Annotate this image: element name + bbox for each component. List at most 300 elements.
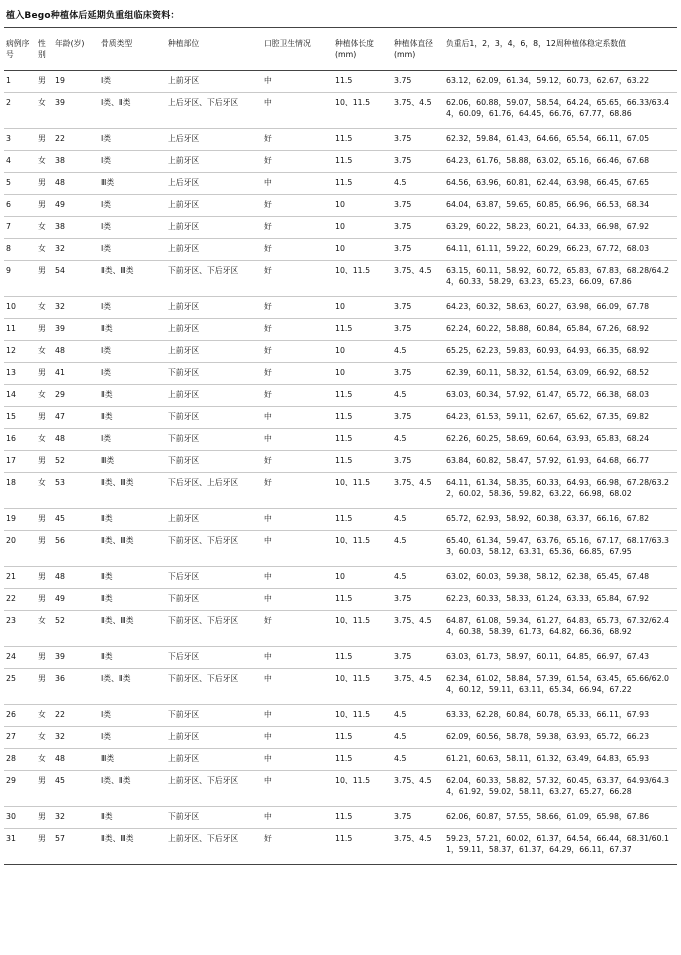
cell-age: 32 xyxy=(53,727,99,749)
cell-stability-values: 62.23，60.33，58.33，61.24，63.33，65.84，67.92 xyxy=(444,589,677,611)
cell-stability-values: 64.23，61.53，59.11，62.67，65.62，67.35，69.82 xyxy=(444,407,677,429)
cell-sex: 女 xyxy=(36,217,53,239)
cell-stability-values: 63.02，60.03，59.38，58.12，62.38，65.45，67.48 xyxy=(444,567,677,589)
cell-age: 48 xyxy=(53,173,99,195)
cell-implant-diameter: 3.75、4.5 xyxy=(392,669,444,705)
table-row xyxy=(4,297,677,319)
cell-sex: 男 xyxy=(36,173,53,195)
header-implant-length: 种植体长度(mm) xyxy=(333,28,392,71)
cell-implant-site: 上前牙区 xyxy=(166,71,262,93)
cell-implant-site: 下后牙区、上后牙区 xyxy=(166,473,262,509)
table-row xyxy=(4,93,677,129)
cell-age: 32 xyxy=(53,807,99,829)
cell-bone-type: Ⅲ类 xyxy=(99,173,166,195)
table-title: 植入Bego种植体后延期负重组临床资料： xyxy=(6,11,180,21)
cell-oral-hygiene: 中 xyxy=(262,71,333,93)
cell-implant-length: 11.5 xyxy=(333,451,392,473)
cell-oral-hygiene: 中 xyxy=(262,93,333,129)
table-header xyxy=(4,28,677,71)
cell-implant-diameter: 3.75 xyxy=(392,129,444,151)
table-row xyxy=(4,151,677,173)
cell-implant-length: 10、11.5 xyxy=(333,531,392,567)
cell-implant-length: 10、11.5 xyxy=(333,705,392,727)
cell-bone-type: Ⅰ类、Ⅱ类 xyxy=(99,93,166,129)
cell-implant-site: 下前牙区 xyxy=(166,451,262,473)
cell-oral-hygiene: 中 xyxy=(262,567,333,589)
cell-bone-type: Ⅱ类 xyxy=(99,319,166,341)
cell-case-no: 13 xyxy=(4,363,36,385)
cell-bone-type: Ⅰ类 xyxy=(99,429,166,451)
cell-case-no: 10 xyxy=(4,297,36,319)
cell-implant-site: 下前牙区 xyxy=(166,807,262,829)
cell-implant-site: 上前牙区、下后牙区 xyxy=(166,771,262,807)
cell-case-no: 28 xyxy=(4,749,36,771)
cell-case-no: 23 xyxy=(4,611,36,647)
cell-sex: 男 xyxy=(36,261,53,297)
cell-bone-type: Ⅰ类 xyxy=(99,129,166,151)
cell-oral-hygiene: 好 xyxy=(262,297,333,319)
table-row xyxy=(4,239,677,261)
cell-case-no: 22 xyxy=(4,589,36,611)
cell-case-no: 3 xyxy=(4,129,36,151)
header-case-no: 病例序号 xyxy=(4,28,36,71)
cell-stability-values: 61.21，60.63，58.11，61.32，63.49，64.83，65.93 xyxy=(444,749,677,771)
cell-stability-values: 62.06，60.87，57.55，58.66，61.09，65.98，67.86 xyxy=(444,807,677,829)
cell-implant-diameter: 3.75 xyxy=(392,407,444,429)
cell-implant-length: 11.5 xyxy=(333,129,392,151)
cell-stability-values: 64.11，61.34，58.35，60.33，64.93，66.98，67.28/63.22，60.02，58.36，59.82，63.22，66.98，68.02 xyxy=(444,473,677,509)
cell-implant-length: 11.5 xyxy=(333,407,392,429)
table-row xyxy=(4,341,677,363)
cell-case-no: 14 xyxy=(4,385,36,407)
cell-implant-diameter: 3.75 xyxy=(392,589,444,611)
table-row xyxy=(4,771,677,807)
cell-implant-site: 上前牙区、下后牙区 xyxy=(166,829,262,865)
cell-oral-hygiene: 中 xyxy=(262,531,333,567)
cell-case-no: 7 xyxy=(4,217,36,239)
cell-implant-length: 11.5 xyxy=(333,727,392,749)
cell-bone-type: Ⅰ类 xyxy=(99,195,166,217)
cell-oral-hygiene: 中 xyxy=(262,429,333,451)
header-age: 年龄(岁) xyxy=(53,28,99,71)
cell-bone-type: Ⅰ类 xyxy=(99,217,166,239)
cell-stability-values: 63.33，62.28，60.84，60.78，65.33，66.11，67.93 xyxy=(444,705,677,727)
cell-sex: 男 xyxy=(36,195,53,217)
cell-stability-values: 62.34，61.02，58.84，57.39，61.54，63.45，65.66/62.04，60.12，59.11，63.11，65.34，66.94，67.22 xyxy=(444,669,677,705)
table-body xyxy=(4,71,677,865)
cell-sex: 女 xyxy=(36,749,53,771)
cell-implant-diameter: 3.75 xyxy=(392,363,444,385)
cell-implant-site: 下前牙区 xyxy=(166,705,262,727)
cell-age: 29 xyxy=(53,385,99,407)
cell-stability-values: 62.26，60.25，58.69，60.64，63.93，65.83，68.24 xyxy=(444,429,677,451)
cell-oral-hygiene: 好 xyxy=(262,195,333,217)
cell-case-no: 18 xyxy=(4,473,36,509)
cell-implant-length: 11.5 xyxy=(333,319,392,341)
cell-sex: 男 xyxy=(36,647,53,669)
header-oral-hygiene: 口腔卫生情况 xyxy=(262,28,333,71)
cell-sex: 男 xyxy=(36,669,53,705)
cell-implant-length: 11.5 xyxy=(333,71,392,93)
cell-age: 32 xyxy=(53,297,99,319)
table-row xyxy=(4,129,677,151)
header-implant-site: 种植部位 xyxy=(166,28,262,71)
cell-stability-values: 64.23，61.76，58.88，63.02，65.16，66.46，67.68 xyxy=(444,151,677,173)
cell-stability-values: 62.39，60.11，58.32，61.54，63.09，66.92，68.52 xyxy=(444,363,677,385)
cell-age: 32 xyxy=(53,239,99,261)
table-row xyxy=(4,473,677,509)
cell-sex: 男 xyxy=(36,363,53,385)
cell-implant-diameter: 3.75 xyxy=(392,151,444,173)
cell-stability-values: 63.12，62.09，61.34，59.12，60.73，62.67，63.22 xyxy=(444,71,677,93)
cell-sex: 女 xyxy=(36,341,53,363)
cell-bone-type: Ⅱ类、Ⅲ类 xyxy=(99,611,166,647)
cell-age: 48 xyxy=(53,429,99,451)
cell-oral-hygiene: 好 xyxy=(262,385,333,407)
cell-sex: 女 xyxy=(36,385,53,407)
cell-case-no: 19 xyxy=(4,509,36,531)
cell-implant-diameter: 3.75 xyxy=(392,319,444,341)
cell-case-no: 11 xyxy=(4,319,36,341)
table-row xyxy=(4,319,677,341)
cell-age: 22 xyxy=(53,705,99,727)
cell-implant-length: 10 xyxy=(333,363,392,385)
cell-age: 53 xyxy=(53,473,99,509)
cell-implant-site: 下后牙区 xyxy=(166,567,262,589)
cell-bone-type: Ⅰ类 xyxy=(99,71,166,93)
cell-implant-length: 10、11.5 xyxy=(333,669,392,705)
cell-oral-hygiene: 好 xyxy=(262,129,333,151)
cell-sex: 女 xyxy=(36,611,53,647)
table-row xyxy=(4,647,677,669)
cell-bone-type: Ⅱ类、Ⅲ类 xyxy=(99,829,166,865)
cell-age: 22 xyxy=(53,129,99,151)
cell-case-no: 21 xyxy=(4,567,36,589)
cell-bone-type: Ⅱ类、Ⅲ类 xyxy=(99,473,166,509)
cell-oral-hygiene: 中 xyxy=(262,647,333,669)
cell-implant-length: 10 xyxy=(333,195,392,217)
table-row xyxy=(4,71,677,93)
cell-implant-length: 11.5 xyxy=(333,429,392,451)
cell-implant-length: 10 xyxy=(333,239,392,261)
cell-case-no: 25 xyxy=(4,669,36,705)
cell-age: 52 xyxy=(53,451,99,473)
cell-bone-type: Ⅱ类 xyxy=(99,807,166,829)
cell-sex: 女 xyxy=(36,239,53,261)
cell-age: 38 xyxy=(53,217,99,239)
cell-case-no: 6 xyxy=(4,195,36,217)
cell-oral-hygiene: 好 xyxy=(262,319,333,341)
cell-implant-site: 上前牙区 xyxy=(166,151,262,173)
cell-bone-type: Ⅱ类 xyxy=(99,385,166,407)
cell-age: 19 xyxy=(53,71,99,93)
cell-age: 56 xyxy=(53,531,99,567)
cell-sex: 男 xyxy=(36,771,53,807)
cell-oral-hygiene: 中 xyxy=(262,589,333,611)
cell-age: 39 xyxy=(53,93,99,129)
cell-implant-site: 上后牙区、下后牙区 xyxy=(166,93,262,129)
table-row xyxy=(4,261,677,297)
cell-implant-diameter: 3.75、4.5 xyxy=(392,829,444,865)
cell-oral-hygiene: 好 xyxy=(262,451,333,473)
cell-stability-values: 62.06，60.88，59.07，58.54，64.24，65.65，66.33/63.44，60.09，61.76，64.45，66.76，67.77，68.86 xyxy=(444,93,677,129)
cell-bone-type: Ⅰ类 xyxy=(99,151,166,173)
cell-implant-site: 上前牙区 xyxy=(166,509,262,531)
cell-implant-site: 下前牙区 xyxy=(166,429,262,451)
cell-stability-values: 62.24，60.22，58.88，60.84，65.84，67.26，68.92 xyxy=(444,319,677,341)
cell-oral-hygiene: 中 xyxy=(262,509,333,531)
cell-implant-diameter: 4.5 xyxy=(392,509,444,531)
table-row xyxy=(4,217,677,239)
cell-age: 36 xyxy=(53,669,99,705)
cell-sex: 女 xyxy=(36,151,53,173)
cell-age: 45 xyxy=(53,771,99,807)
cell-implant-diameter: 3.75 xyxy=(392,239,444,261)
cell-bone-type: Ⅰ类 xyxy=(99,727,166,749)
cell-case-no: 2 xyxy=(4,93,36,129)
cell-implant-site: 上前牙区 xyxy=(166,749,262,771)
table-row xyxy=(4,195,677,217)
cell-implant-site: 下前牙区、下后牙区 xyxy=(166,669,262,705)
cell-case-no: 1 xyxy=(4,71,36,93)
cell-bone-type: Ⅱ类 xyxy=(99,407,166,429)
cell-sex: 女 xyxy=(36,429,53,451)
cell-implant-diameter: 3.75、4.5 xyxy=(392,771,444,807)
table-row xyxy=(4,173,677,195)
cell-oral-hygiene: 好 xyxy=(262,473,333,509)
cell-case-no: 4 xyxy=(4,151,36,173)
cell-stability-values: 64.56，63.96，60.81，62.44，63.98，66.45，67.65 xyxy=(444,173,677,195)
cell-oral-hygiene: 好 xyxy=(262,261,333,297)
cell-oral-hygiene: 中 xyxy=(262,669,333,705)
cell-bone-type: Ⅱ类 xyxy=(99,509,166,531)
cell-implant-length: 11.5 xyxy=(333,173,392,195)
cell-implant-length: 11.5 xyxy=(333,807,392,829)
cell-age: 48 xyxy=(53,567,99,589)
cell-stability-values: 63.29，60.22，58.23，60.21，64.33，66.98，67.92 xyxy=(444,217,677,239)
cell-implant-diameter: 3.75、4.5 xyxy=(392,93,444,129)
cell-implant-length: 11.5 xyxy=(333,509,392,531)
cell-implant-diameter: 4.5 xyxy=(392,705,444,727)
cell-implant-length: 10、11.5 xyxy=(333,93,392,129)
cell-implant-site: 下前牙区 xyxy=(166,363,262,385)
table-row xyxy=(4,611,677,647)
cell-stability-values: 59.23，57.21，60.02，61.37，64.54，66.44，68.31/60.11，59.11，58.37，61.37，64.29，66.11，67.37 xyxy=(444,829,677,865)
cell-age: 49 xyxy=(53,589,99,611)
cell-stability-values: 63.03，61.73，58.97，60.11，64.85，66.97，67.43 xyxy=(444,647,677,669)
table-row xyxy=(4,669,677,705)
table-row xyxy=(4,407,677,429)
cell-implant-length: 10 xyxy=(333,217,392,239)
cell-case-no: 24 xyxy=(4,647,36,669)
cell-age: 45 xyxy=(53,509,99,531)
table-row xyxy=(4,705,677,727)
cell-bone-type: Ⅰ类、Ⅱ类 xyxy=(99,669,166,705)
cell-oral-hygiene: 好 xyxy=(262,363,333,385)
cell-age: 38 xyxy=(53,151,99,173)
cell-sex: 男 xyxy=(36,129,53,151)
cell-age: 57 xyxy=(53,829,99,865)
cell-sex: 男 xyxy=(36,567,53,589)
cell-bone-type: Ⅱ类 xyxy=(99,589,166,611)
cell-case-no: 29 xyxy=(4,771,36,807)
cell-age: 54 xyxy=(53,261,99,297)
cell-case-no: 26 xyxy=(4,705,36,727)
cell-implant-site: 下后牙区 xyxy=(166,647,262,669)
cell-implant-site: 上后牙区 xyxy=(166,173,262,195)
cell-case-no: 16 xyxy=(4,429,36,451)
cell-bone-type: Ⅱ类、Ⅲ类 xyxy=(99,531,166,567)
cell-stability-values: 62.09，60.56，58.78，59.38，63.93，65.72，66.23 xyxy=(444,727,677,749)
cell-implant-diameter: 4.5 xyxy=(392,727,444,749)
cell-sex: 女 xyxy=(36,297,53,319)
cell-implant-diameter: 3.75、4.5 xyxy=(392,611,444,647)
cell-implant-site: 下前牙区、下后牙区 xyxy=(166,531,262,567)
cell-bone-type: Ⅰ类、Ⅱ类 xyxy=(99,771,166,807)
cell-implant-diameter: 3.75 xyxy=(392,647,444,669)
cell-stability-values: 63.84，60.82，58.47，57.92，61.93，64.68，66.77 xyxy=(444,451,677,473)
cell-implant-site: 上前牙区 xyxy=(166,341,262,363)
cell-sex: 男 xyxy=(36,531,53,567)
cell-implant-diameter: 3.75 xyxy=(392,71,444,93)
header-sex: 性别 xyxy=(36,28,53,71)
cell-implant-site: 下前牙区 xyxy=(166,407,262,429)
cell-oral-hygiene: 中 xyxy=(262,705,333,727)
cell-oral-hygiene: 好 xyxy=(262,239,333,261)
cell-case-no: 27 xyxy=(4,727,36,749)
cell-oral-hygiene: 中 xyxy=(262,173,333,195)
cell-sex: 男 xyxy=(36,829,53,865)
cell-implant-length: 10、11.5 xyxy=(333,611,392,647)
cell-sex: 男 xyxy=(36,407,53,429)
cell-age: 52 xyxy=(53,611,99,647)
cell-case-no: 31 xyxy=(4,829,36,865)
cell-implant-length: 10、11.5 xyxy=(333,473,392,509)
table-row xyxy=(4,567,677,589)
cell-bone-type: Ⅰ类 xyxy=(99,705,166,727)
cell-stability-values: 63.03，60.34，57.92，61.47，65.72，66.38，68.03 xyxy=(444,385,677,407)
cell-implant-length: 10、11.5 xyxy=(333,261,392,297)
cell-implant-site: 上前牙区 xyxy=(166,385,262,407)
cell-oral-hygiene: 好 xyxy=(262,217,333,239)
cell-oral-hygiene: 好 xyxy=(262,829,333,865)
table-row xyxy=(4,385,677,407)
cell-implant-site: 下前牙区、下后牙区 xyxy=(166,611,262,647)
cell-implant-site: 上前牙区 xyxy=(166,239,262,261)
cell-sex: 男 xyxy=(36,451,53,473)
cell-case-no: 17 xyxy=(4,451,36,473)
cell-sex: 男 xyxy=(36,71,53,93)
cell-bone-type: Ⅰ类 xyxy=(99,297,166,319)
cell-stability-values: 62.32，59.84，61.43，64.66，65.54，66.11，67.05 xyxy=(444,129,677,151)
cell-sex: 男 xyxy=(36,589,53,611)
cell-stability-values: 62.04，60.33，58.82，57.32，60.45，63.37，64.93/64.34，61.92，59.02，58.11，63.27，65.27，66.28 xyxy=(444,771,677,807)
cell-bone-type: Ⅰ类 xyxy=(99,341,166,363)
cell-bone-type: Ⅲ类 xyxy=(99,451,166,473)
table-row xyxy=(4,589,677,611)
table-row xyxy=(4,429,677,451)
cell-sex: 女 xyxy=(36,727,53,749)
table-row xyxy=(4,727,677,749)
cell-sex: 男 xyxy=(36,509,53,531)
cell-bone-type: Ⅱ类 xyxy=(99,567,166,589)
cell-case-no: 9 xyxy=(4,261,36,297)
cell-implant-diameter: 4.5 xyxy=(392,749,444,771)
table-row xyxy=(4,509,677,531)
cell-implant-diameter: 4.5 xyxy=(392,385,444,407)
cell-stability-values: 64.23，60.32，58.63，60.27，63.98，66.09，67.78 xyxy=(444,297,677,319)
cell-implant-length: 11.5 xyxy=(333,749,392,771)
header-bone-type: 骨质类型 xyxy=(99,28,166,71)
cell-stability-values: 64.11，61.11，59.22，60.29，66.23，67.72，68.03 xyxy=(444,239,677,261)
cell-implant-site: 上前牙区 xyxy=(166,195,262,217)
cell-age: 48 xyxy=(53,341,99,363)
cell-implant-diameter: 3.75 xyxy=(392,217,444,239)
cell-stability-values: 63.15，60.11，58.92，60.72，65.83，67.83，68.28/64.24，60.33，58.29，63.23，65.23，66.09，67.86 xyxy=(444,261,677,297)
cell-implant-site: 上前牙区 xyxy=(166,297,262,319)
cell-implant-diameter: 4.5 xyxy=(392,567,444,589)
cell-case-no: 12 xyxy=(4,341,36,363)
table-row xyxy=(4,749,677,771)
cell-implant-length: 11.5 xyxy=(333,647,392,669)
cell-implant-site: 上后牙区 xyxy=(166,129,262,151)
cell-implant-diameter: 3.75 xyxy=(392,451,444,473)
cell-stability-values: 64.04，63.87，59.65，60.85，66.96，66.53，68.34 xyxy=(444,195,677,217)
cell-implant-site: 上前牙区 xyxy=(166,319,262,341)
cell-implant-site: 下前牙区 xyxy=(166,589,262,611)
cell-age: 47 xyxy=(53,407,99,429)
cell-implant-diameter: 3.75 xyxy=(392,807,444,829)
clinical-data-table xyxy=(4,27,677,865)
cell-oral-hygiene: 中 xyxy=(262,727,333,749)
cell-oral-hygiene: 中 xyxy=(262,807,333,829)
table-row xyxy=(4,531,677,567)
cell-implant-length: 10 xyxy=(333,341,392,363)
cell-bone-type: Ⅱ类、Ⅲ类 xyxy=(99,261,166,297)
cell-bone-type: Ⅲ类 xyxy=(99,749,166,771)
cell-implant-diameter: 3.75 xyxy=(392,297,444,319)
cell-oral-hygiene: 中 xyxy=(262,749,333,771)
cell-bone-type: Ⅰ类 xyxy=(99,239,166,261)
header-stability-values: 负重后1，2，3，4，6，8，12周种植体稳定系数值 xyxy=(444,28,677,71)
cell-oral-hygiene: 好 xyxy=(262,151,333,173)
cell-oral-hygiene: 中 xyxy=(262,771,333,807)
cell-sex: 男 xyxy=(36,319,53,341)
cell-implant-length: 10、11.5 xyxy=(333,771,392,807)
cell-implant-diameter: 3.75 xyxy=(392,195,444,217)
cell-case-no: 15 xyxy=(4,407,36,429)
cell-implant-length: 11.5 xyxy=(333,829,392,865)
cell-stability-values: 64.87，61.08，59.34，61.27，64.83，65.73，67.32/62.44，60.38，58.39，61.73，64.82，66.36，68.92 xyxy=(444,611,677,647)
cell-oral-hygiene: 好 xyxy=(262,611,333,647)
cell-age: 41 xyxy=(53,363,99,385)
cell-age: 49 xyxy=(53,195,99,217)
table-row xyxy=(4,363,677,385)
cell-implant-length: 11.5 xyxy=(333,589,392,611)
cell-age: 48 xyxy=(53,749,99,771)
cell-implant-site: 上前牙区 xyxy=(166,727,262,749)
cell-implant-diameter: 4.5 xyxy=(392,341,444,363)
cell-sex: 男 xyxy=(36,807,53,829)
cell-oral-hygiene: 好 xyxy=(262,341,333,363)
cell-implant-length: 10 xyxy=(333,297,392,319)
cell-implant-site: 下前牙区、下后牙区 xyxy=(166,261,262,297)
cell-implant-length: 10 xyxy=(333,567,392,589)
header-implant-diameter: 种植体直径(mm) xyxy=(392,28,444,71)
cell-implant-diameter: 3.75、4.5 xyxy=(392,261,444,297)
cell-case-no: 8 xyxy=(4,239,36,261)
cell-bone-type: Ⅱ类 xyxy=(99,647,166,669)
